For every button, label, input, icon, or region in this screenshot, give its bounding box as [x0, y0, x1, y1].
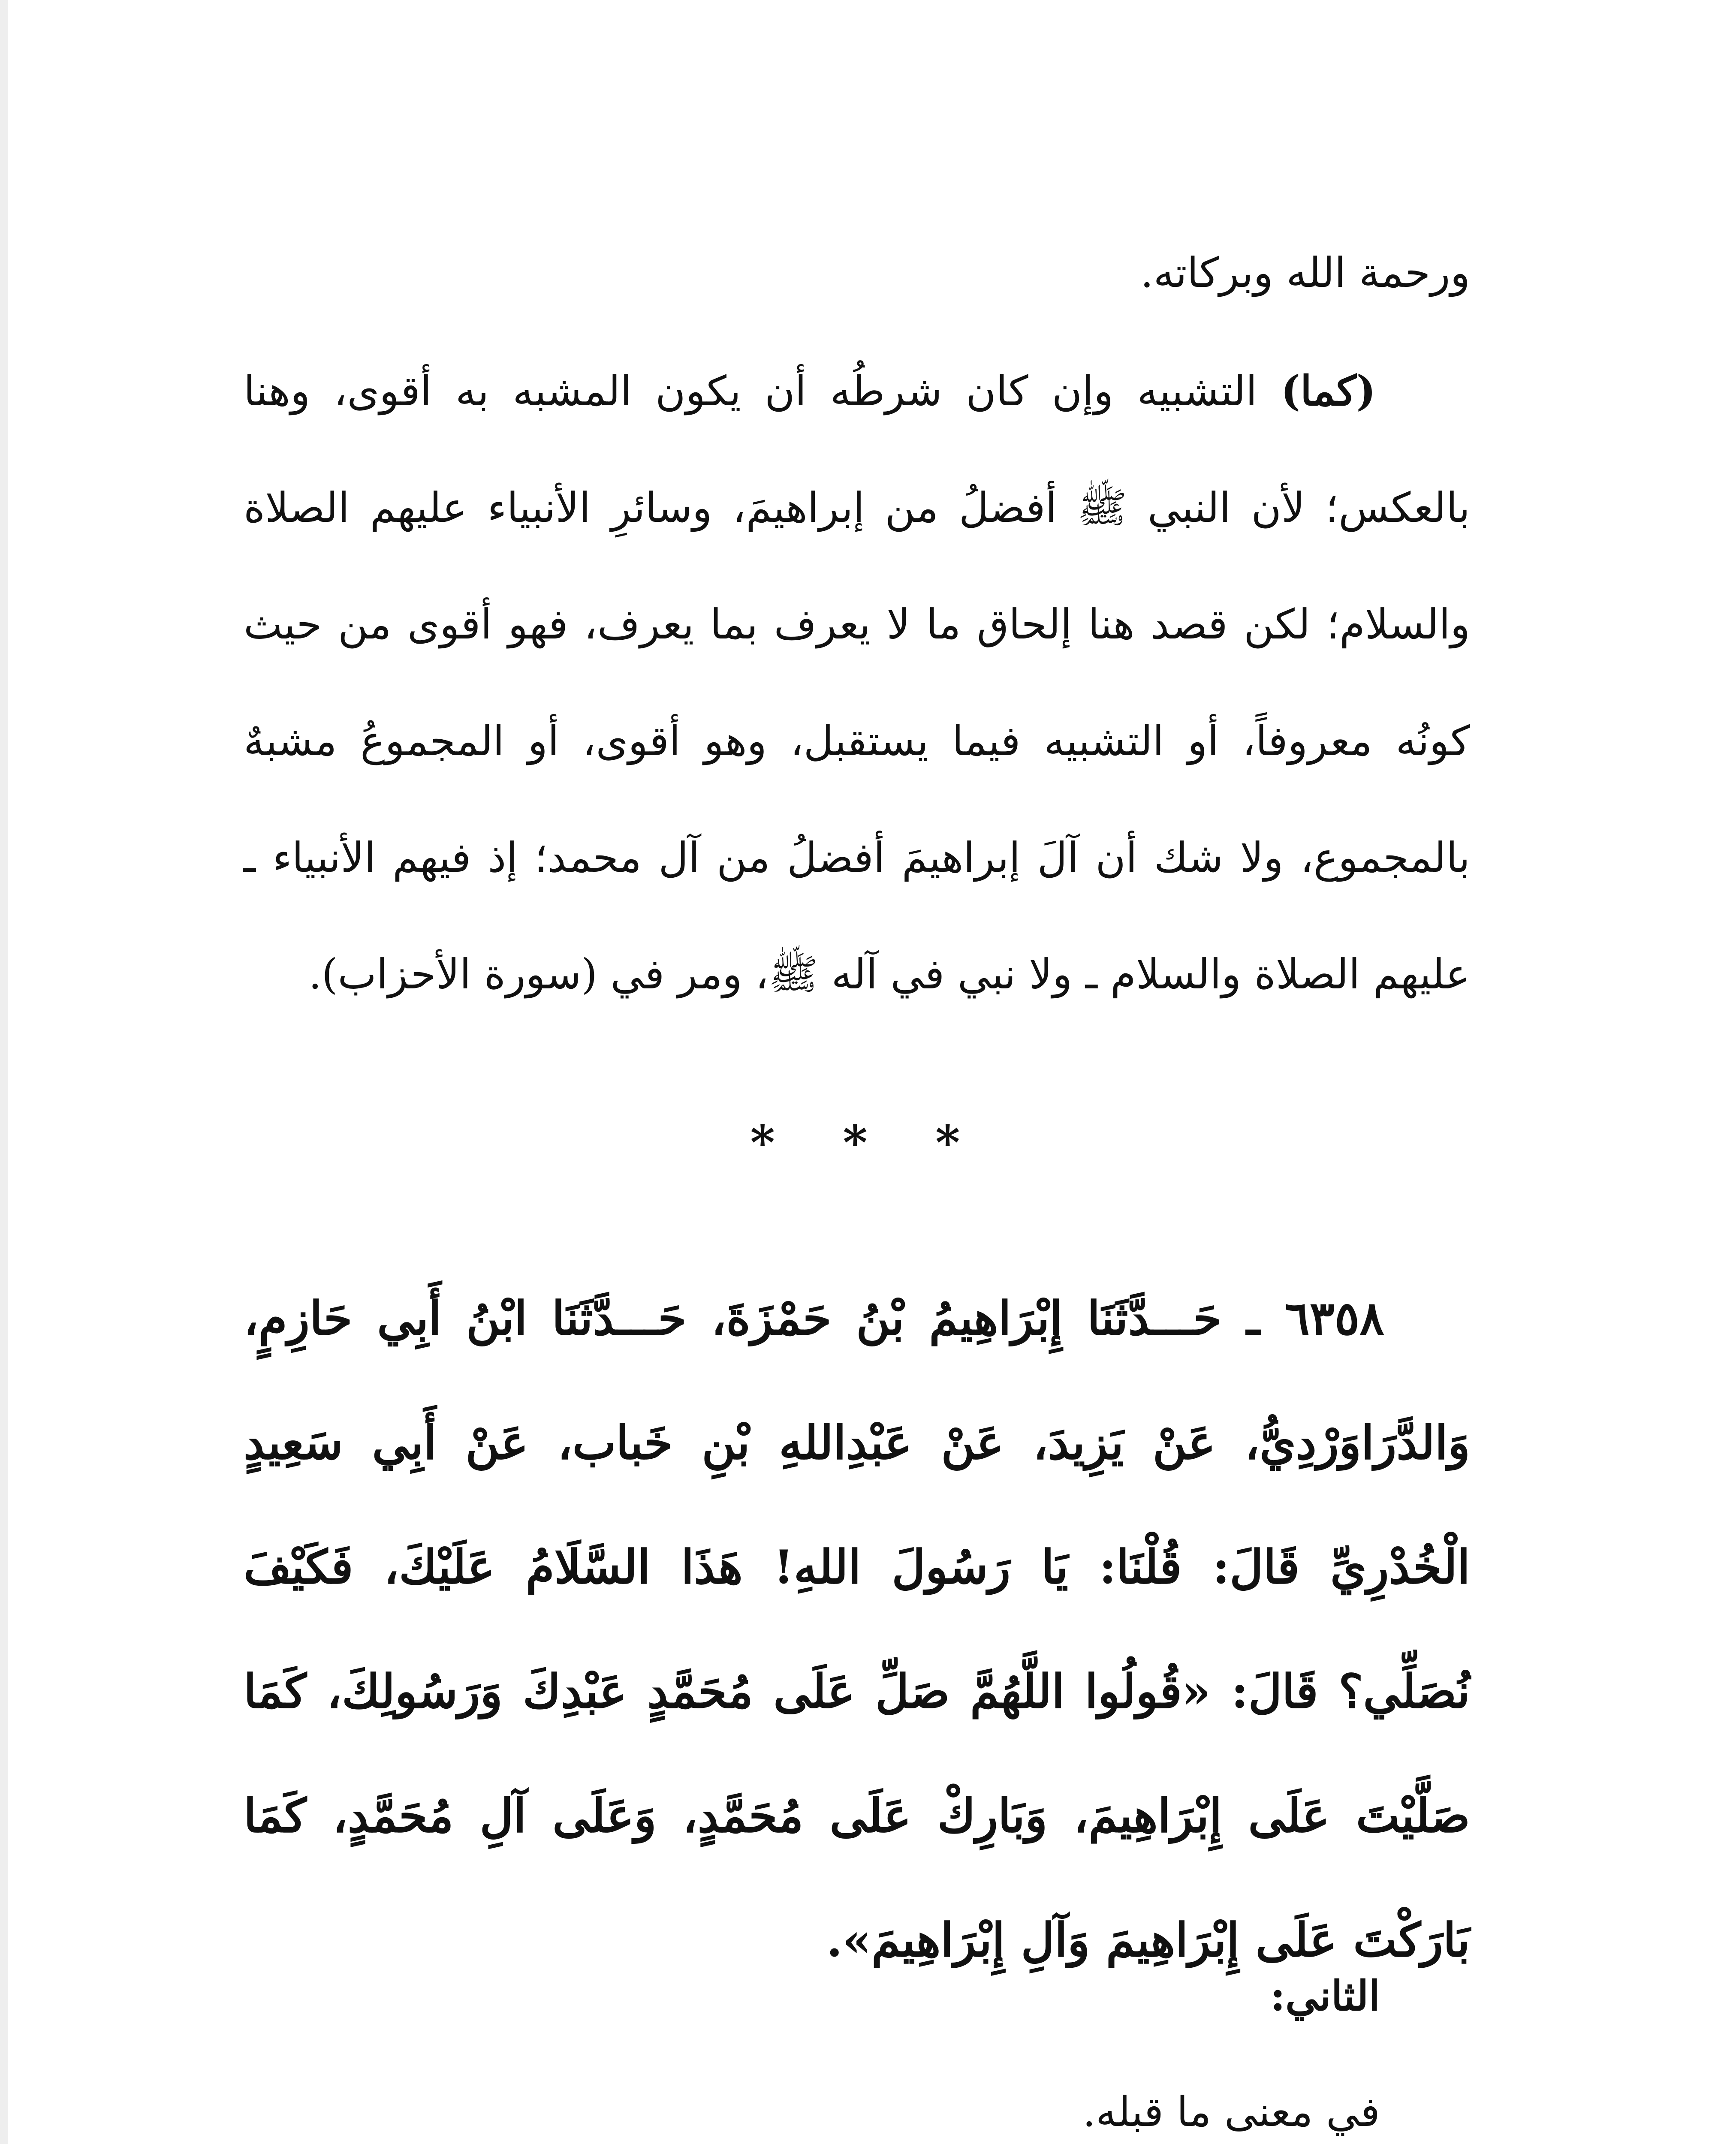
commentary-paragraph — [244, 333, 1470, 1033]
opening-line: ورحمة الله وبركاته. — [1140, 249, 1470, 297]
commentary-text: التشبيه وإن كان شرطُه أن يكون المشبه به أقوى، وهنا بالعكس؛ لأن النبي ﷺ أفضلُ من إبراهيمَ، وسائرِ الأنبياء عليهم الصلاة والسلام؛ لكن قصد هنا إلحاق ما لا يعرف بما يعرف، فهو أقوى من حيث كونُه معروفاً، أو التشبيه فيما يستقبل، وهو أقوى، أو المجموعُ مشبهٌ بالمجموع، ولا شك أن آلَ إبراهيمَ أفضلُ من آل محمد؛ إذ فيهم الأنبياء ـ عليهم الصلاة والسلام ـ ولا نبي في آله ﷺ، ومر في (سورة الأحزاب). — [244, 367, 1471, 998]
section-text: في معنى ما قبله. — [1082, 2088, 1380, 2136]
commentary-keyword: (كما) — [1281, 367, 1376, 415]
page-edge-shadow — [0, 0, 8, 2144]
section-heading: الثاني: — [1270, 1972, 1380, 2020]
hadith-text: ٦٣٥٨ ـ حَـــدَّثَنَا إِبْرَاهِيمُ بْنُ حَمْزَةَ، حَـــدَّثَنَا ابْنُ أَبِي حَازِمٍ، وَالدَّرَاوَرْدِيُّ، عَنْ يَزِيدَ، عَنْ عَبْدِاللهِ بْنِ خَباب، عَنْ أَبِي سَعِيدٍ الْخُدْرِيِّ قَالَ: قُلْنَا: يَا رَسُولَ اللهِ! هَذَا السَّلَامُ عَلَيْكَ، فَكَيْفَ نُصَلِّي؟ قَالَ: «قُولُوا اللَّهُمَّ صَلِّ عَلَى مُحَمَّدٍ عَبْدِكَ وَرَسُولِكَ، كَمَا صَلَّيْتَ عَلَى إِبْرَاهِيمَ، وَبَارِكْ عَلَى مُحَمَّدٍ، وَعَلَى آلِ مُحَمَّدٍ، كَمَا بَارَكْتَ عَلَى إِبْرَاهِيمَ وَآلِ إِبْرَاهِيمَ». — [244, 1292, 1471, 1967]
section-separator: * * * — [750, 1115, 986, 1170]
